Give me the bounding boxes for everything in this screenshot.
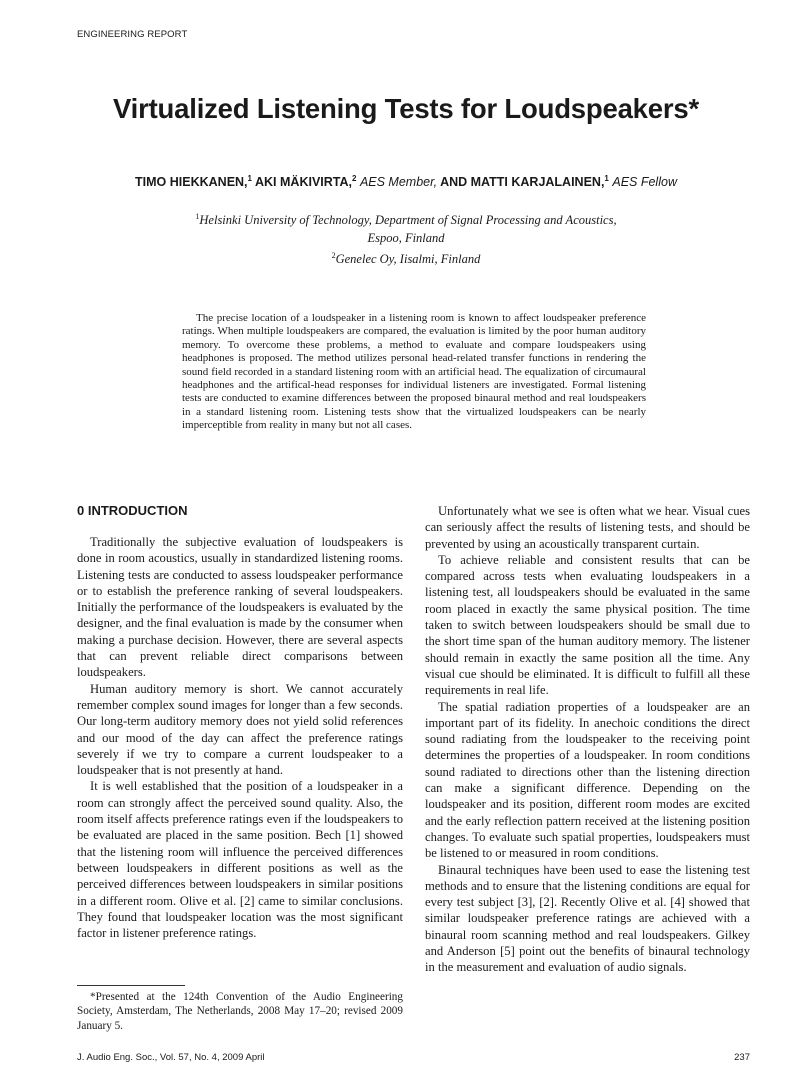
body-paragraph: The spatial radiation properties of a loudspeaker are an important part of its fidelity. In anechoic conditions the direct sound radiating from the loudspeaker to the receiving point determines the properties of a loudspeaker. In room conditions sound radiated to directions other than the listening direction can make a significant difference. Depending on the loudspeaker and its position, different room modes are excited and the early reflection pattern received at the listening position changes. To evaluate such spatial properties, loudspeakers must be listened to or measured in room conditions.: [425, 699, 750, 861]
section-heading: 0 INTRODUCTION: [77, 503, 188, 518]
author-affil-mark: 2: [352, 174, 357, 183]
author-affil-mark: 1: [604, 174, 609, 183]
author-role: AES Fellow: [612, 175, 677, 190]
journal-citation: J. Audio Eng. Soc., Vol. 57, No. 4, 2009 April: [77, 1052, 265, 1063]
author-affil-mark: 1: [247, 174, 252, 183]
affiliation-line: [0, 208, 812, 229]
affiliation-text: Genelec Oy, Iisalmi, Finland: [335, 252, 481, 267]
affiliations: [0, 208, 812, 268]
body-paragraph: To achieve reliable and consistent results that can be compared across tests when evaluating loudspeakers in a listening test, all loudspeakers should be evaluated in the same room placed in exactly the same physical position. The time taken to switch between loudspeakers should be small due to the short time span of the human auditory memory. The listener should remain in exactly the same position all the time. Any visual cue should be eliminated. It is difficult to fulfill all these requirements in real life.: [425, 552, 750, 698]
author-list: [0, 174, 812, 189]
page-number: 237: [734, 1052, 750, 1063]
affiliation-line: [0, 247, 812, 268]
footnote-divider: [77, 985, 185, 986]
paper-title: Virtualized Listening Tests for Loudspeakers*: [113, 93, 699, 124]
author-name: AKI MÄKIVIRTA,: [255, 175, 352, 190]
author-role: AES Member,: [359, 175, 438, 190]
affiliation-text: Helsinki University of Technology, Department of Signal Processing and Acoustics,: [199, 213, 617, 228]
affil-mark: 2: [331, 251, 336, 261]
body-paragraph: Unfortunately what we see is often what we hear. Visual cues can seriously affect the results of listening tests, and should be prevented by using an acoustically transparent curtain.: [425, 504, 750, 551]
left-column: [77, 534, 403, 941]
affil-mark: 1: [195, 212, 200, 221]
affiliation-line: Espoo, Finland: [367, 231, 445, 246]
right-column: [425, 503, 750, 976]
author-name: AND MATTI KARJALAINEN,: [440, 175, 605, 190]
author-name: TIMO HIEKKANEN,: [135, 175, 248, 190]
body-paragraph: Binaural techniques have been used to ease the listening test methods and to ensure that the listening conditions are equal for every test subject [3], [2]. Recently Olive et al. [4] showed that similar loudspeaker preference ratings are achieved with a binaural room scanning method and real loudspeakers. Gilkey and Anderson [5] point out the benefits of binaural technology in the measurement and evaluation of audio signals.: [425, 862, 750, 975]
body-paragraph: It is well established that the position of a loudspeaker in a room can strongly affect the perceived sound quality. Also, the room itself affects preference ratings even if the loudspeakers to be evaluated are placed in the same position. Bech [1] showed that the listening room will influence the perceived differences between loudspeakers in different positions as well as the perceived differences between loudspeakers in similar positions in a different room. Olive et al. [2] came to similar conclusions. They found that loudspeaker location was the most significant factor in listener preference ratings.: [77, 779, 403, 941]
body-paragraph: Traditionally the subjective evaluation of loudspeakers is done in room acoustics, usually in standardized listening rooms. Listening tests are conducted to assess loudspeaker performance or to establish the preference ranking of several loudspeakers. Initially the performance of the loudspeakers is evaluated by the designer, and the final evaluation is made by the consumer when making a purchase decision. However, there are several aspects that can prevent reliable direct comparisons between loudspeakers.: [77, 535, 403, 680]
body-paragraph: Human auditory memory is short. We cannot accurately remember complex sound images for longer than a few seconds. Our long-term auditory memory does not yield solid references and our mood of the day can affect the preference ratings severely if we try to compare a current loudspeaker to a loudspeaker that is not presently at hand.: [77, 681, 403, 778]
abstract: The precise location of a loudspeaker in a listening room is known to affect loudspeaker preference ratings. When multiple loudspeakers are compared, the evaluation is limited by the poor human auditory memory. To overcome these problems, a method to evaluate and compare loudspeakers using headphones is proposed. The method utilizes personal head-related transfer functions in rendering the sound field recorded in a standard listening room with an artificial head. The equalization of circumaural headphones and the artifical-head responses for individual listeners are investigated. Formal listening tests are conducted to examine differences between the proposed binaural method and real loudspeakers in a standard listening room. Listening tests show that the virtualized loudspeakers can be nearly imperceptible from reality in many but not all cases.: [182, 312, 646, 432]
footnote: *Presented at the 124th Convention of the Audio Engineering Society, Amsterdam, The Netherlands, 2008 May 17–20; revised 2009 January 5.: [77, 991, 403, 1032]
running-header: ENGINEERING REPORT: [77, 29, 188, 40]
